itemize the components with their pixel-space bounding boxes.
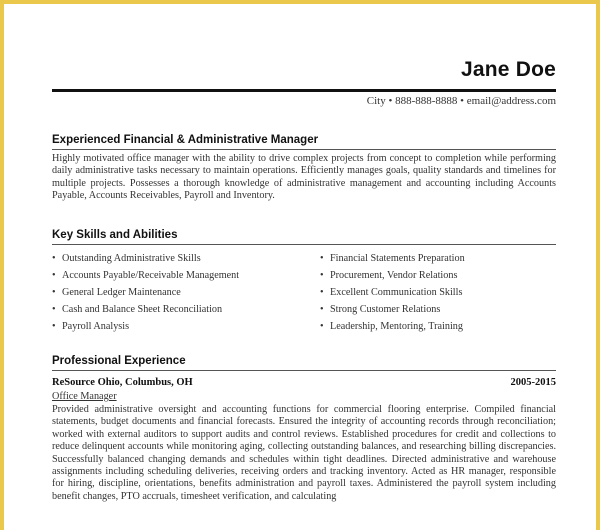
skill-label: Strong Customer Relations — [330, 304, 441, 315]
summary-title: Experienced Financial & Administrative Manager — [52, 134, 319, 146]
skill-item — [52, 269, 304, 286]
header-rule — [52, 89, 556, 92]
candidate-name: Jane Doe — [461, 58, 556, 81]
contact-line: City • 888-888-8888 • email@address.com — [366, 95, 556, 107]
bullet-icon: • — [52, 287, 56, 298]
skill-label: Excellent Communication Skills — [330, 287, 463, 298]
bullet-icon: • — [320, 287, 324, 298]
job-description: Provided administrative oversight and accounting functions for commercial flooring enterprise. Compiled financial statements, budget documents and financial forecasts. Ensured the integrity of accounting records through reconciliation; worked with external auditors to support audits and control reviews. Established procedures for credit and collections to reduce delinquent accounts while monitoring aging, collecting outstanding balances, and researching billing discrepancies. Successfully balanced changing demands and schedules within tight deadlines. Directed administrative and warehouse assignments including scheduling deliveries, receiving orders and tracking inventory. Acted as HR manager, responsible for hiring, discipline, orientations, benefits administration and payroll taxes. Administered the payroll system including benefit changes, PTO accruals, timesheet verification, and calculating — [52, 404, 556, 502]
skill-item — [320, 252, 556, 269]
bullet-icon: • — [320, 253, 324, 264]
skill-item — [320, 269, 556, 286]
skill-item — [320, 320, 556, 337]
job-header — [52, 377, 556, 391]
job-company: ReSource Ohio, Columbus, OH — [52, 377, 193, 388]
skills-column-left — [52, 252, 304, 337]
bullet-icon: • — [320, 321, 324, 332]
bullet-icon: • — [52, 270, 56, 281]
skill-item — [52, 320, 304, 337]
skills-list — [52, 252, 556, 338]
skill-item — [52, 286, 304, 303]
skill-label: Outstanding Administrative Skills — [62, 253, 201, 264]
skill-label: Accounts Payable/Receivable Management — [62, 270, 240, 281]
experience-rule — [52, 370, 556, 371]
skills-rule — [52, 244, 556, 245]
summary-rule — [52, 149, 556, 150]
experience-title: Professional Experience — [52, 355, 186, 367]
skills-column-right — [320, 252, 556, 337]
job-dates: 2005-2015 — [510, 377, 556, 388]
skill-label: Payroll Analysis — [62, 321, 130, 332]
skill-item — [320, 286, 556, 303]
skill-label: Financial Statements Preparation — [330, 253, 465, 264]
bullet-icon: • — [52, 253, 56, 264]
skill-item — [52, 252, 304, 269]
summary-text: Highly motivated office manager with the ability to drive complex projects from concept to completion while performing daily administrative tasks necessary to maintain operations. Efficiently manages goals, quality standards and timelines for multiple projects. Possesses a thorough knowledge of administrative management and accounting including Accounts Payable, Accounts Receivables, Payroll and Inventory. — [52, 153, 556, 202]
job-role: Office Manager — [52, 391, 117, 402]
skill-label: General Ledger Maintenance — [62, 287, 181, 298]
skill-label: Cash and Balance Sheet Reconciliation — [62, 304, 223, 315]
skill-label: Procurement, Vendor Relations — [330, 270, 458, 281]
bullet-icon: • — [52, 304, 56, 315]
skill-item — [52, 303, 304, 320]
bullet-icon: • — [52, 321, 56, 332]
skills-title: Key Skills and Abilities — [52, 229, 178, 241]
skill-label: Leadership, Mentoring, Training — [330, 321, 463, 332]
skill-item — [320, 303, 556, 320]
bullet-icon: • — [320, 270, 324, 281]
bullet-icon: • — [320, 304, 324, 315]
